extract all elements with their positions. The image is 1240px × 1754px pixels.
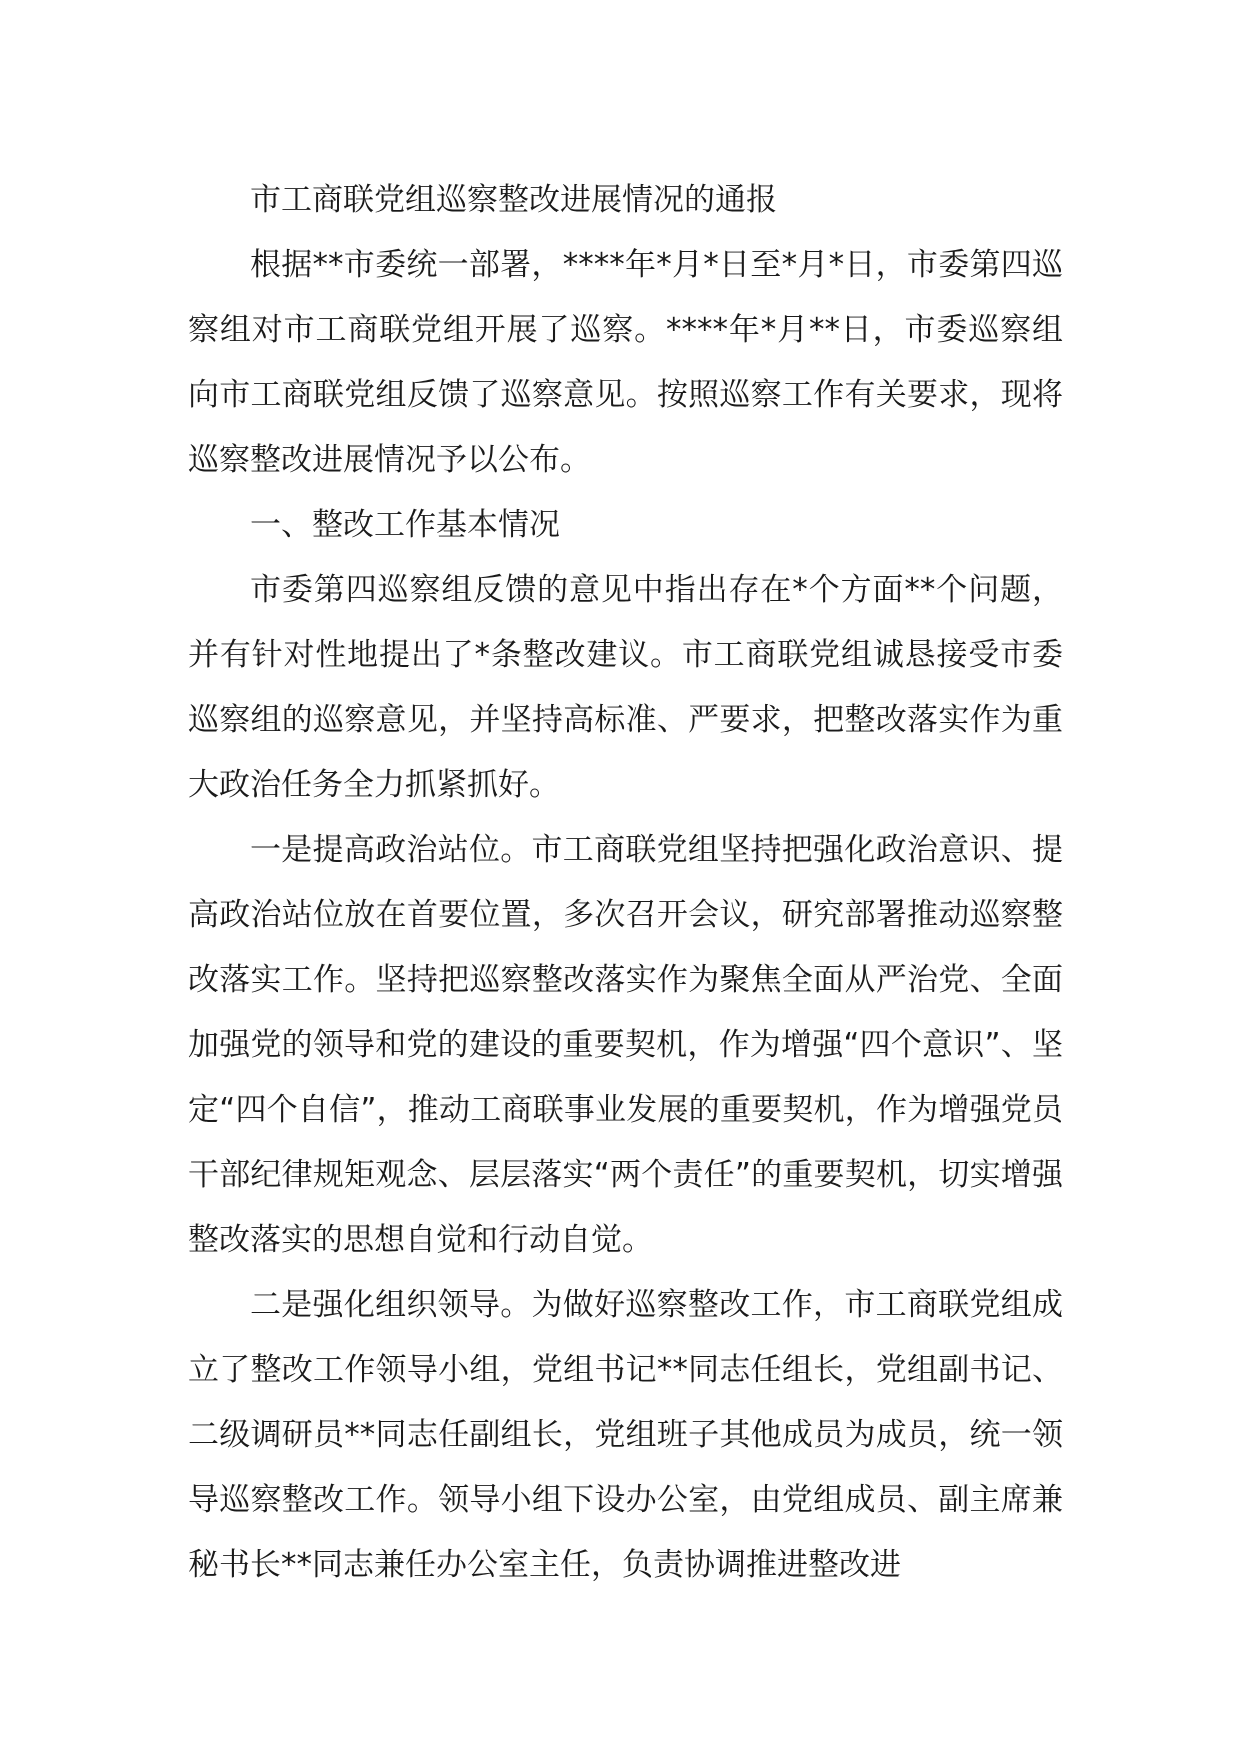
paragraph-intro: 根据**市委统一部署，****年*月*日至*月*日，市委第四巡察组对市工商联党组开展了巡察。****年*月**日，市委巡察组向市工商联党组反馈了巡察意见。按照巡察工作有关要求，现将巡察整改进展情况予以公布。 (188, 247, 1063, 478)
paragraph-political-stance: 一是提高政治站位。市工商联党组坚持把强化政治意识、提高政治站位放在首要位置，多次召开会议，研究部署推动巡察整改落实工作。坚持把巡察整改落实作为聚焦全面从严治党、全面加强党的领导和党的建设的重要契机，作为增强“四个意识”、坚定“四个自信”，推动工商联事业发展的重要契机，作为增强党员干部纪律规矩观念、层层落实“两个责任”的重要契机，切实增强整改落实的思想自觉和行动自觉。 (188, 832, 1063, 1258)
section-heading-1: 一、整改工作基本情况 (250, 507, 560, 543)
document-body (188, 168, 1063, 1598)
paragraph-overview: 市委第四巡察组反馈的意见中指出存在*个方面**个问题，并有针对性地提出了*条整改建议。市工商联党组诚恳接受市委巡察组的巡察意见，并坚持高标准、严要求，把整改落实作为重大政治任务全力抓紧抓好。 (188, 572, 1063, 803)
paragraph-organization: 二是强化组织领导。为做好巡察整改工作，市工商联党组成立了整改工作领导小组，党组书记**同志任组长，党组副书记、二级调研员**同志任副组长，党组班子其他成员为成员，统一领导巡察整改工作。领导小组下设办公室，由党组成员、副主席兼秘书长**同志兼任办公室主任，负责协调推进整改进 (188, 1287, 1063, 1583)
document-title: 市工商联党组巡察整改进展情况的通报 (250, 182, 777, 218)
